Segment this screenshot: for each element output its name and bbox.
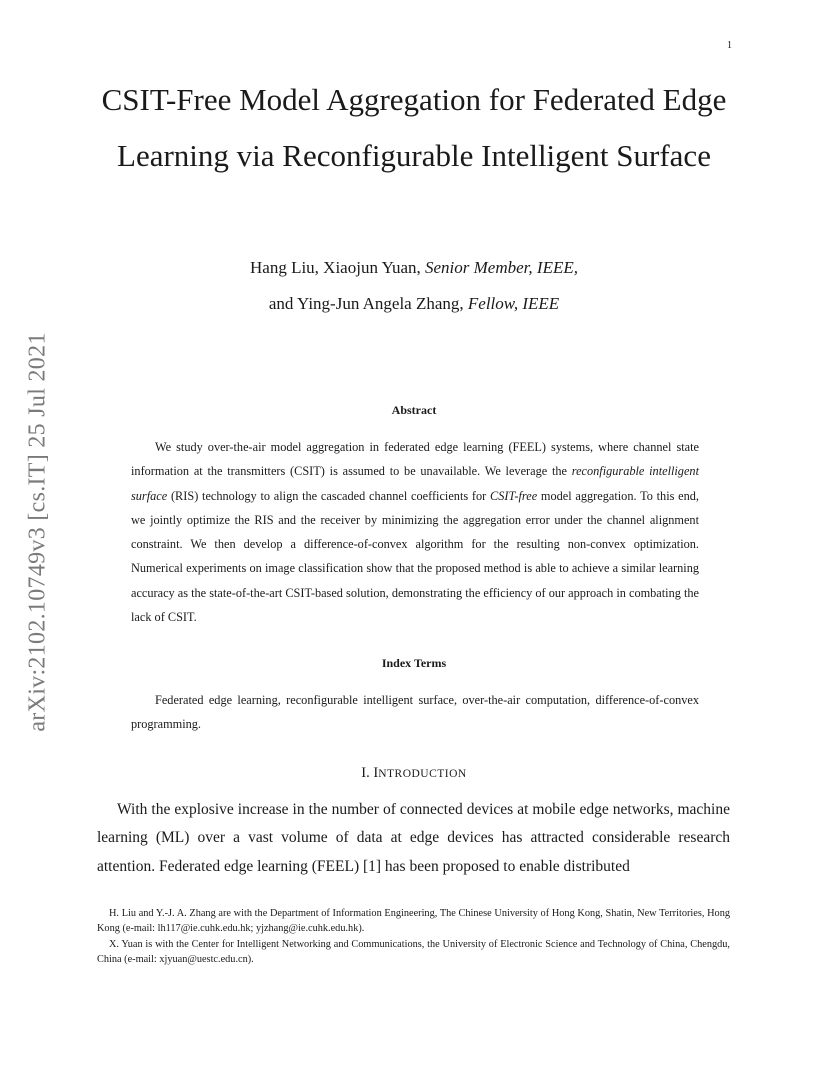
abstract-body bbox=[131, 435, 699, 629]
introduction-paragraph: With the explosive increase in the number of connected devices at mobile edge networks, machine learning (ML) over a vast volume of data at edge devices has attracted considerable research attention. Federated edge learning (FEEL) [1] has been proposed to enable distributed bbox=[97, 801, 730, 875]
abstract-paragraph bbox=[131, 435, 699, 629]
section-initial: I bbox=[373, 765, 379, 781]
abstract-text-2: (RIS) technology to align the cascaded channel coefficients for bbox=[167, 488, 491, 503]
introduction-body bbox=[97, 796, 730, 881]
author-membership-2: Fellow, IEEE bbox=[467, 294, 560, 313]
section-number: I. bbox=[361, 765, 374, 781]
author-names-2: and Ying-Jun Angela Zhang, bbox=[268, 294, 468, 313]
author-list bbox=[90, 250, 738, 322]
author-membership-1: Senior Member, IEEE, bbox=[425, 258, 578, 277]
author-names-1: Hang Liu, Xiaojun Yuan, bbox=[250, 258, 426, 277]
author-line-1 bbox=[90, 250, 738, 286]
section-heading-introduction bbox=[90, 765, 738, 782]
footnotes bbox=[97, 906, 730, 968]
paper-title: CSIT-Free Model Aggregation for Federated Edge Learning via Reconfigurable Intelligent Surface bbox=[101, 82, 727, 173]
abstract-text-3: model aggregation. To this end, we jointly optimize the RIS and the receiver by minimizing the aggregation error under the channel alignment constraint. We then develop a difference-of-convex algorithm for the resulting non-convex optimization. Numerical experiments on image classification show that the proposed method is able to achieve a similar learning accuracy as the state-of-the-art CSIT-based solution, demonstrating the efficiency of our approach in combating the lack of CSIT. bbox=[131, 488, 699, 625]
abstract-emphasis-ris: reconfigurable intelligent surface bbox=[131, 464, 699, 503]
footnote-1: H. Liu and Y.-J. A. Zhang are with the Department of Information Engineering, The Chinese University of Hong Kong, Shatin, New Territories, Hong Kong (e-mail: lh117@ie.cuhk.edu.hk; yjzhang@ie.cuhk.edu.hk). bbox=[97, 908, 730, 935]
section-title-rest: NTRODUCTION bbox=[378, 768, 467, 780]
abstract-heading: Abstract bbox=[391, 403, 437, 417]
index-terms-body bbox=[131, 688, 699, 737]
index-terms-heading: Index Terms bbox=[381, 656, 447, 670]
footnote-2: X. Yuan is with the Center for Intelligent Networking and Communications, the University of Electronic Science and Technology of China, Chengdu, China (e-mail: xjyuan@uestc.edu.cn). bbox=[97, 938, 730, 966]
author-line-2 bbox=[90, 286, 738, 322]
abstract-text-1: We study over-the-air model aggregation in federated edge learning (FEEL) systems, where channel state information at the transmitters (CSIT) is assumed to be unavailable. We leverage the bbox=[131, 440, 699, 479]
arxiv-stamp: arXiv:2102.10749v3 [cs.IT] 25 Jul 2021 bbox=[24, 332, 51, 732]
index-terms-text: Federated edge learning, reconfigurable intelligent surface, over-the-air computation, difference-of-convex programming. bbox=[131, 693, 699, 732]
page-number: 1 bbox=[727, 40, 732, 51]
abstract-emphasis-csit-free: CSIT-free bbox=[490, 488, 538, 503]
